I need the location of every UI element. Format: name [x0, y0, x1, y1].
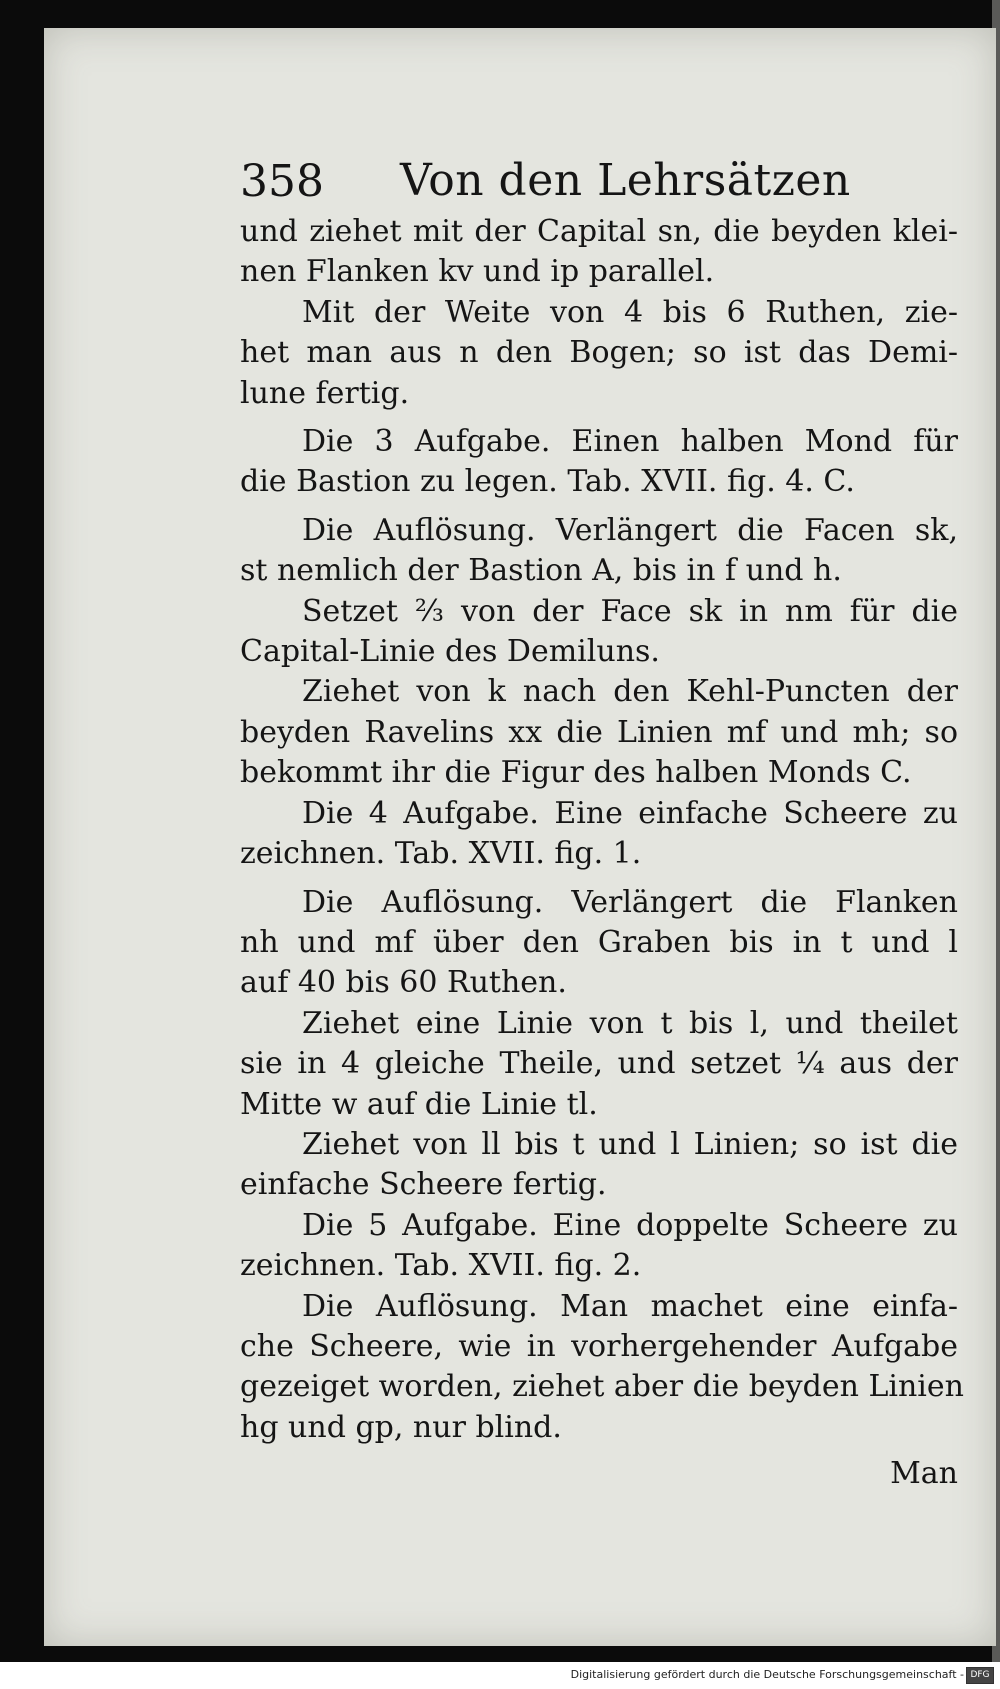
digitization-credit: Digitalisierung gefördert durch die Deutsche Forschungsgemeinschaft -: [570, 1668, 964, 1681]
text-line: die Bastion zu legen. Tab. XVII. fig. 4. C.: [240, 464, 855, 500]
text-line: het man aus n den Bogen; so ist das Demi-: [240, 335, 958, 371]
text-line: Setzet ⅔ von der Face sk in nm für die: [302, 593, 958, 629]
text-line: Capital-Linie des Demiluns.: [240, 634, 660, 670]
text-line: Die Auflösung. Verlängert die Flanken: [302, 884, 958, 920]
text-line: und ziehet mit der Capital sn, die beyden klei-: [240, 214, 958, 249]
catchword: Man: [890, 1456, 958, 1492]
page-text: [240, 140, 964, 1495]
text-line: bekommt ihr die Figur des halben Monds C.: [240, 755, 912, 791]
text-line: che Scheere, wie in vorhergehender Aufgabe: [240, 1328, 958, 1364]
text-line: sie in 4 gleiche Theile, und setzet ¼ aus der: [240, 1046, 958, 1082]
text-line: Die Auflösung. Man machet eine einfa-: [302, 1288, 958, 1324]
text-line: lune fertig.: [240, 375, 410, 411]
text-line: zeichnen. Tab. XVII. fig. 2.: [240, 1248, 642, 1284]
text-line: nen Flanken kv und ip parallel.: [240, 254, 715, 290]
text-line: Mitte w auf die Linie tl.: [240, 1086, 598, 1122]
text-line: Die 4 Aufgabe. Eine einfache Scheere zu: [302, 795, 958, 831]
text-line: zeichnen. Tab. XVII. fig. 1.: [240, 836, 642, 872]
dfg-logo: DFG: [966, 1667, 994, 1684]
text-line: Die 5 Aufgabe. Eine doppelte Scheere zu: [302, 1207, 958, 1243]
footer-bar: [0, 1662, 1000, 1689]
text-line: Ziehet eine Linie von t bis l, und theilet: [302, 1005, 958, 1041]
catchword-row: [240, 1454, 958, 1494]
page-number: 358: [240, 156, 324, 207]
text-line: einfache Scheere fertig.: [240, 1167, 607, 1203]
text-line: nh und mf über den Graben bis in t und l: [240, 924, 958, 960]
text-line: st nemlich der Bastion A, bis in f und h.: [240, 553, 842, 589]
text-line: Ziehet von ll bis t und l Linien; so ist die: [302, 1126, 958, 1162]
text-line: Die 3 Aufgabe. Einen halben Mond für: [302, 424, 958, 460]
text-line: beyden Ravelins xx die Linien mf und mh; so: [240, 714, 958, 750]
text-line: hg und gp, nur blind.: [240, 1409, 562, 1445]
running-head: Von den Lehrsätzen: [400, 155, 851, 206]
text-line: Mit der Weite von 4 bis 6 Ruthen, zie-: [302, 294, 958, 330]
text-line: Ziehet von k nach den Kehl-Puncten der: [302, 674, 958, 710]
text-line: Die Auflösung. Verlängert die Facen sk,: [302, 512, 958, 548]
page-header: [240, 140, 958, 206]
text-line: auf 40 bis 60 Ruthen.: [240, 965, 567, 1001]
text-line: gezeiget worden, ziehet aber die beyden Linien: [240, 1369, 964, 1405]
